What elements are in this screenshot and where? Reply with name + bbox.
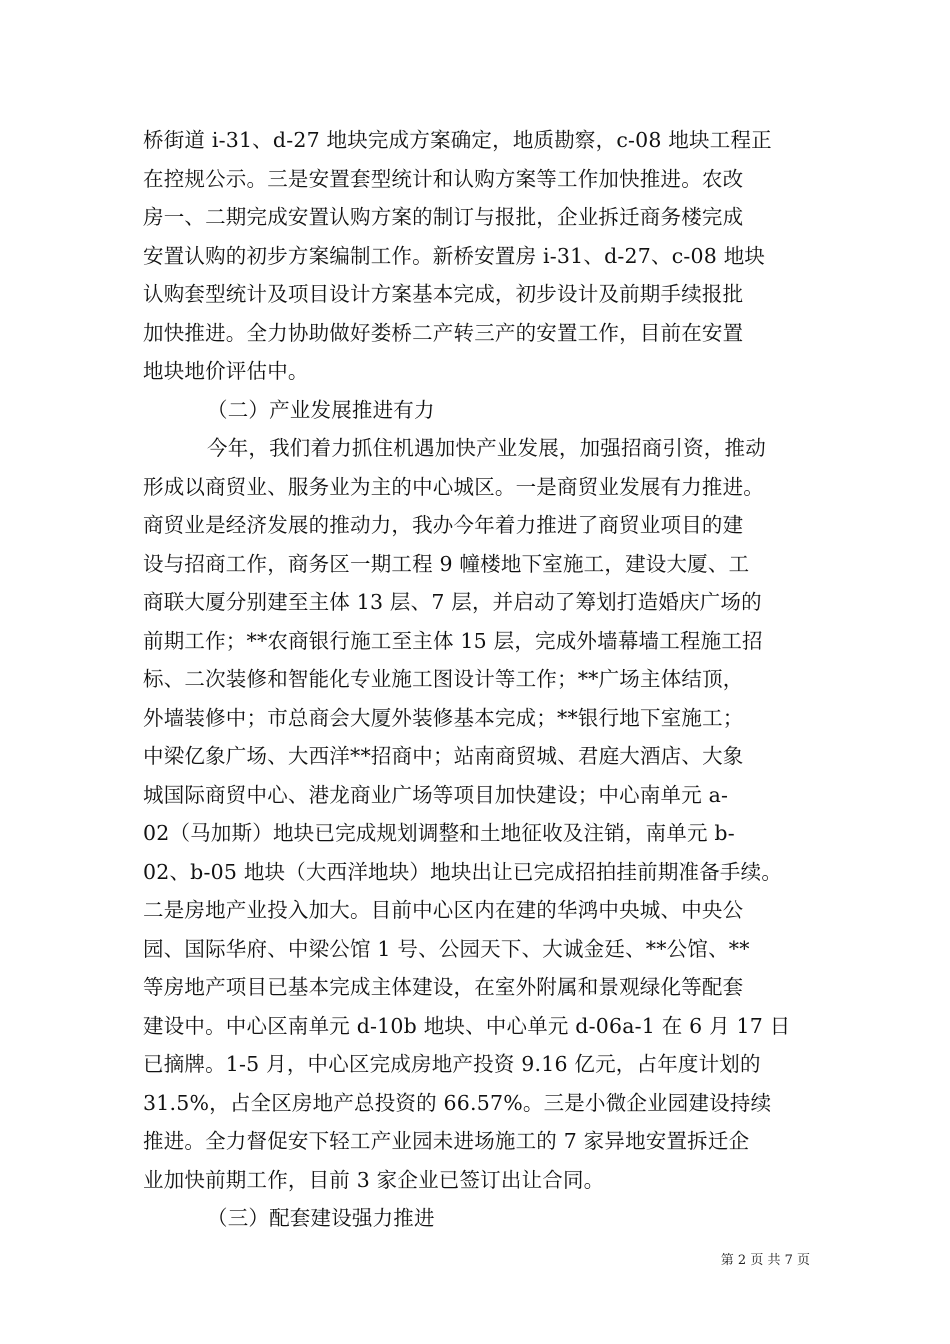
paragraph-first-line: 今年，我们着力抓住机遇加快产业发展，加强招商引资，推动	[207, 436, 766, 460]
body-line: 已摘牌。1-5 月，中心区完成房地产投资 9.16 亿元，占年度计划的	[143, 1052, 761, 1076]
body-line: 地块地价评估中。	[143, 359, 309, 383]
body-line: 城国际商贸中心、港龙商业广场等项目加快建设；中心南单元 a-	[143, 782, 729, 807]
body-line: 业加快前期工作，目前 3 家企业已签订出让合同。	[143, 1167, 605, 1192]
body-line: 桥街道 i-31、d-27 地块完成方案确定，地质勘察，c-08 地块工程正	[143, 128, 772, 152]
body-line: 外墙装修中；市总商会大厦外装修基本完成；**银行地下室施工；	[143, 705, 744, 730]
body-line: 在控规公示。三是安置套型统计和认购方案等工作加快推进。农改	[143, 166, 744, 191]
section-heading-2: （二）产业发展推进有力	[207, 397, 435, 422]
body-line: 二是房地产业投入加大。目前中心区内在建的华鸿中央城、中央公	[143, 898, 744, 922]
body-line: 建设中。中心区南单元 d-10b 地块、中心单元 d-06a-1 在 6 月 17 日	[143, 1013, 791, 1038]
body-line: 商贸业是经济发展的推动力，我办今年着力推进了商贸业项目的建	[143, 513, 744, 537]
body-line: 31.5%，占全区房地产总投资的 66.57%。三是小微企业园建设持续	[143, 1090, 772, 1115]
body-line: 02、b-05 地块（大西洋地块）地块出让已完成招拍挂前期准备手续。	[143, 859, 783, 884]
document-body	[143, 121, 813, 1238]
page-number: 第 2 页 共 7 页	[720, 1253, 810, 1268]
body-line: 认购套型统计及项目设计方案基本完成，初步设计及前期手续报批	[143, 282, 744, 306]
body-line: 园、国际华府、中梁公馆 1 号、公园天下、大诚金廷、**公馆、**	[143, 936, 750, 961]
body-line: 形成以商贸业、服务业为主的中心城区。一是商贸业发展有力推进。	[143, 474, 764, 499]
body-line: 设与招商工作，商务区一期工程 9 幢楼地下室施工，建设大厦、工	[143, 551, 750, 576]
body-line: 推进。全力督促安下轻工产业园未进场施工的 7 家异地安置拆迁企	[143, 1129, 750, 1153]
body-line: 02（马加斯）地块已完成规划调整和土地征收及注销，南单元 b-	[143, 821, 735, 845]
body-line: 中梁亿象广场、大西洋**招商中；站南商贸城、君庭大酒店、大象	[143, 744, 744, 768]
body-line: 前期工作；**农商银行施工至主体 15 层，完成外墙幕墙工程施工招	[143, 628, 763, 653]
body-line: 商联大厦分别建至主体 13 层、7 层，并启动了筹划打造婚庆广场的	[143, 590, 762, 614]
body-line: 安置认购的初步方案编制工作。新桥安置房 i-31、d-27、c-08 地块	[143, 243, 766, 268]
body-line: 等房地产项目已基本完成主体建设，在室外附属和景观绿化等配套	[143, 975, 744, 999]
body-line: 房一、二期完成安置认购方案的制订与报批，企业拆迁商务楼完成	[143, 205, 744, 229]
section-heading-3: （三）配套建设强力推进	[207, 1206, 435, 1230]
body-line: 标、二次装修和智能化专业施工图设计等工作；**广场主体结顶，	[143, 667, 744, 691]
body-line: 加快推进。全力协助做好娄桥二产转三产的安置工作，目前在安置	[143, 320, 744, 345]
